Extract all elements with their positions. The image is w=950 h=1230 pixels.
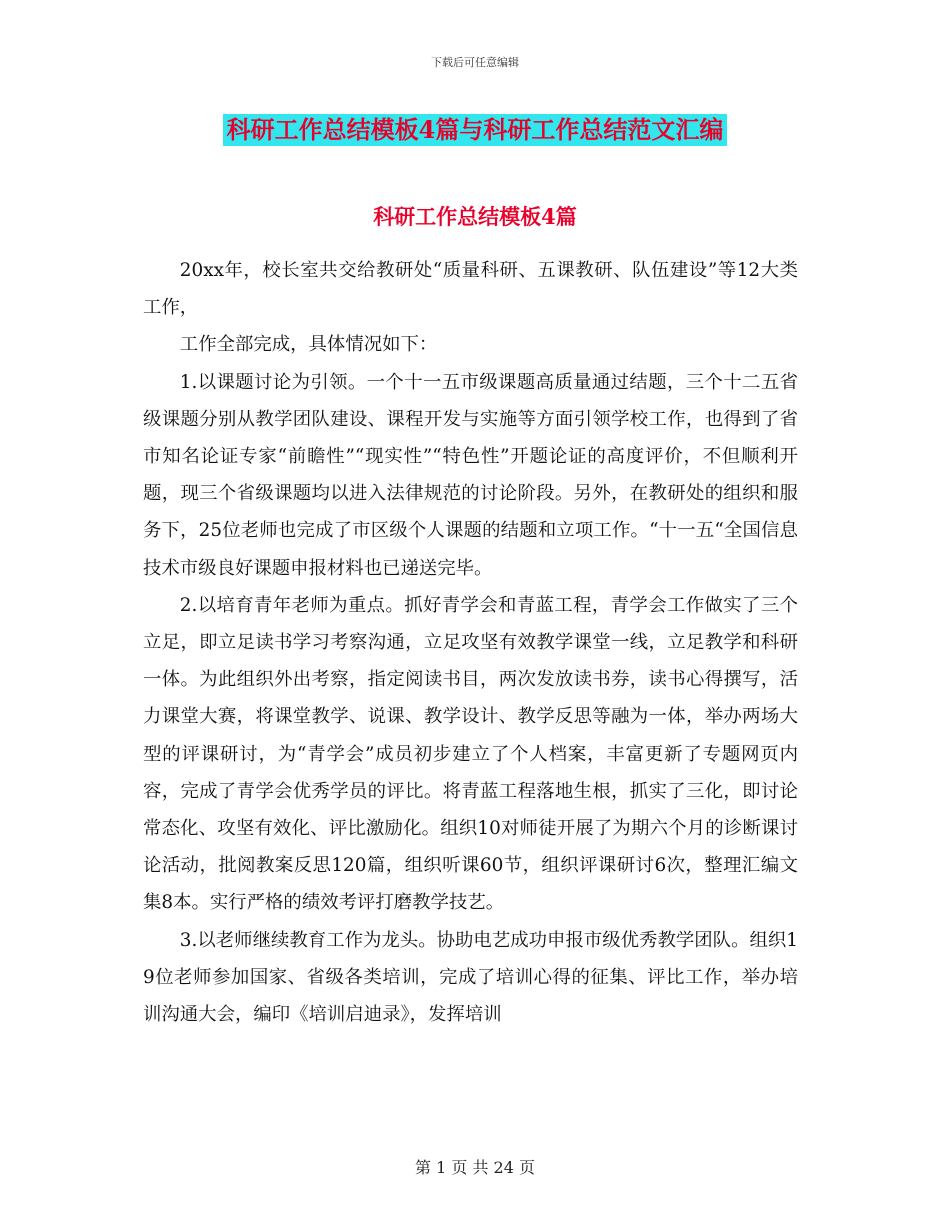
page-footer: 第 1 页 共 24 页	[415, 1158, 535, 1177]
header-note: 下载后可任意编辑	[431, 56, 519, 69]
paragraph-item-2: 2.以培育青年老师为重点。抓好青学会和青蓝工程，青学会工作做实了三个立足，即立足读书学习考察沟通，立足攻坚有效教学课堂一线，立足教学和科研一体。为此组织外出考察，指定阅读书目，两次发放读书券，读书心得撰写，活力课堂大赛，将课堂教学、说课、教学设计、教学反思等融为一体，举办两场大型的评课研讨，为“青学会”成员初步建立了个人档案，丰富更新了专题网页内容，完成了青学会优秀学员的评比。将青蓝工程落地生根，抓实了三化，即讨论常态化、攻坚有效化、评比激励化。组织10对师徒开展了为期六个月的诊断课讨论活动，批阅教案反思120篇，组织听课60节，组织评课研讨6次，整理汇编文集8本。实行严格的绩效考评打磨教学技艺。	[143, 594, 798, 914]
paragraph-summary: 工作全部完成，具体情况如下：	[179, 334, 438, 356]
document-title-text: 科研工作总结模板4篇与科研工作总结范文汇编	[223, 114, 728, 146]
paragraph-item-3: 3.以老师继续教育工作为龙头。协助电艺成功申报市级优秀教学团队。组织19位老师参加国家、省级各类培训，完成了培训心得的征集、评比工作，举办培训沟通大会，编印《培训启迪录》，发挥培训	[143, 929, 798, 1026]
paragraph-intro: 20xx年，校长室共交给教研处“质量科研、五课教研、队伍建设”等12大类工作，	[143, 260, 798, 319]
paragraph-item-1: 1.以课题讨论为引领。一个十一五市级课题高质量通过结题，三个十二五省级课题分别从教学团队建设、课程开发与实施等方面引领学校工作，也得到了省市知名论证专家“前瞻性”“现实性”“特色性”开题论证的高度评价，不但顺利开题，现三个省级课题均以进入法律规范的讨论阶段。另外，在教研处的组织和服务下，25位老师也完成了市区级个人课题的结题和立项工作。“十一五“全国信息技术市级良好课题申报材料也已递送完毕。	[143, 371, 798, 579]
document-title	[0, 114, 950, 146]
section-title: 科研工作总结模板4篇	[373, 204, 577, 229]
body-content	[143, 252, 798, 1033]
